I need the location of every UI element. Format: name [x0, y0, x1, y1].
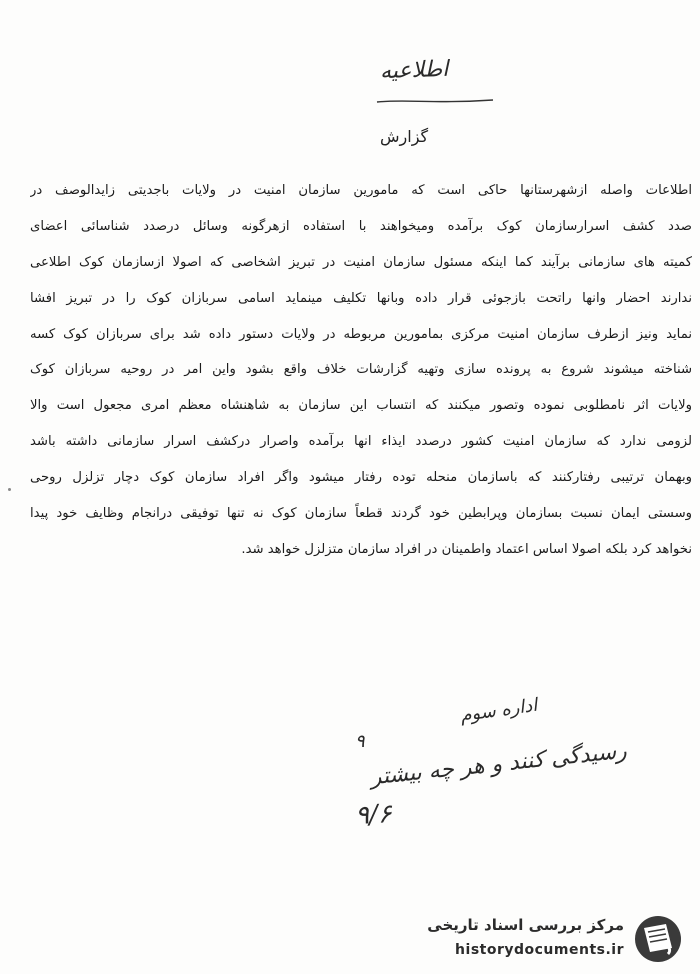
watermark-name: مرکز بررسی اسناد تاریخی — [427, 916, 624, 934]
document-body — [30, 178, 692, 573]
body-line: وبهمان ترتیبی رفتارکنند که باسازمان منحله توده رفتار میشود واگر افراد سازمان کوک دچار تزلزل روحی — [30, 470, 692, 486]
body-line: نماید ونیز ازطرف سازمان امنیت مرکزی بمامورین مربوطه در ولایات دستور داده شد برای سربازان کوک کسه — [30, 326, 692, 342]
annotation-top: اداره سوم — [458, 694, 539, 727]
body-line: اطلاعات واصله ازشهرستانها حاکی است که مامورین سازمان امنیت در ولایات باجدیتی زایدالوصف در — [30, 183, 692, 198]
watermark — [420, 912, 692, 966]
body-line: ندارند احضار وانها راتحت بازجوئی قرار داده وبانها تکلیف مینماید اسامی سربازان کوک را در تبریز افشا — [30, 290, 692, 306]
document-title: گزارش — [380, 127, 429, 146]
body-line: نخواهد کرد بلکه اصولا اساس اعتماد واطمینان در افراد سازمان متزلزل خواهد شد. — [241, 541, 692, 557]
header-note: اطلاعیه — [379, 56, 449, 85]
margin-dot — [8, 488, 11, 491]
watermark-url: historydocuments.ir — [455, 942, 624, 958]
body-line: شناخته میشوند شروع به پرونده سازی وتهیه گزارشات خلاف واقع بشود واین امر در روحیه سربازان کوک — [30, 362, 692, 378]
body-line: صدد کشف اسرارسازمان کوک برآمده ومیخواهند با استفاده ازهرگونه وسائل درصدد شناسائی اعضای — [30, 218, 692, 234]
body-line: کمیته های سازمانی برآیند کما اینکه مسئول سازمان امنیت در تبریز اشخاصی که اصولا ازسازمان کوک اطلاعی — [30, 254, 692, 270]
header-underline — [375, 96, 495, 106]
annotation-date: ۹/۶ — [354, 799, 393, 831]
body-line: لزومی ندارد که سازمان امنیت کشور درصدد ایذاء انها برآمده واصرار درکشف اسرار سازمانی داشته باشد — [30, 434, 692, 450]
annotation-middle: رسیدگی کنند و هر چه بیشتر — [369, 738, 628, 791]
body-line: وسستی ایمان نسبت بسازمان وپرابطین خود گردند قطعاً سازمان کوک نه تنها توفیقی درانجام وظایف خود پیدا — [30, 506, 692, 522]
archive-logo-icon — [632, 914, 684, 964]
annotation-number: ۹ — [355, 731, 365, 752]
body-line: ولایات اثر نامطلوبی نموده وتصور میکنند که انتساب این سازمان به شاهنشاه معظم امری مجعول است والا — [30, 398, 692, 414]
